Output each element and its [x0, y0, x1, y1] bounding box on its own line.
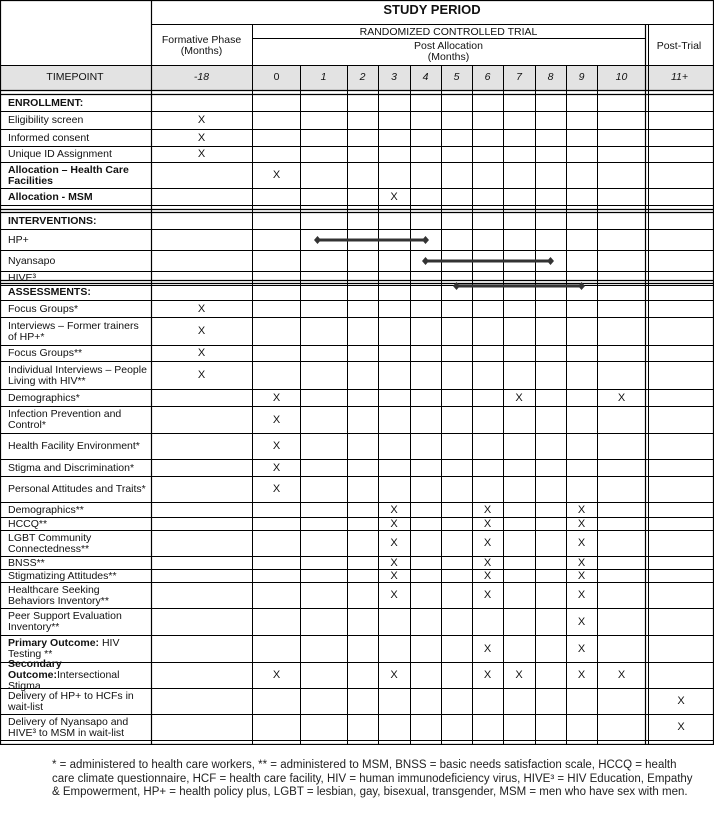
- row-label: HIVE³: [8, 272, 37, 284]
- row-label: Delivery of Nyansapo and HIVE³ to MSM in wait-list: [8, 715, 129, 739]
- schedule-mark: X: [617, 391, 626, 404]
- schedule-mark: X: [483, 642, 492, 655]
- schedule-mark: X: [197, 347, 206, 359]
- schedule-mark: X: [515, 391, 523, 404]
- row-label: Interviews – Former trainers of HP+*: [8, 319, 139, 343]
- footnote: * = administered to health care workers, ** = administered to MSM, BNSS = basic needs satisfaction scale, HCCQ = health care climate questionnaire, HCF = health care facility, HIV = human immunodeficiency virus, HIVE³ = HIV Education, Empathy & Empowerment, HP+ = health policy plus, LGBT = lesbian, gay, bisexual, transgender, MSM = men who have sex with men.: [52, 759, 693, 798]
- row-label: Healthcare Seeking Behaviors Inventory**: [8, 583, 109, 607]
- schedule-mark: X: [197, 114, 206, 126]
- timepoint-11-plus: 11+: [670, 71, 689, 83]
- timepoint-9: 9: [578, 71, 585, 83]
- schedule-mark: X: [197, 325, 206, 337]
- schedule-mark: X: [577, 517, 586, 530]
- row-label-bold: Primary Outcome:: [8, 637, 100, 649]
- timepoint-label: TIMEPOINT: [46, 71, 104, 83]
- schedule-mark: X: [677, 721, 685, 733]
- row-label: HCCQ**: [8, 517, 48, 530]
- intervention-span-endpoint: [422, 236, 429, 244]
- schedule-mark: X: [483, 669, 492, 681]
- schedule-mark: X: [272, 669, 281, 681]
- post-trial-header: Post-Trial: [656, 40, 702, 52]
- row-label: HP+: [8, 233, 29, 246]
- row-label: Informed consent: [8, 131, 90, 144]
- timepoint-minus-18: -18: [193, 71, 210, 83]
- section-title-enrollment: ENROLLMENT:: [8, 97, 84, 109]
- row-label: LGBT Community Connectedness**: [8, 531, 92, 555]
- schedule-mark: X: [390, 589, 398, 601]
- schedule-mark: X: [577, 589, 586, 601]
- schedule-mark: X: [483, 503, 492, 516]
- schedule-mark: X: [617, 669, 626, 681]
- schedule-mark: X: [577, 503, 586, 516]
- row-label: BNSS**: [8, 556, 45, 569]
- schedule-mark: X: [390, 669, 398, 681]
- section-title-interventions: INTERVENTIONS:: [8, 215, 97, 227]
- schedule-mark: X: [197, 302, 206, 315]
- timepoint-1: 1: [320, 71, 327, 83]
- row-label: [8, 658, 148, 692]
- row-label: Infection Prevention and Control*: [8, 408, 122, 431]
- timepoint-5: 5: [453, 71, 460, 83]
- formative-phase-unit: (Months): [180, 45, 223, 57]
- row-label: Health Facility Environment*: [8, 440, 140, 452]
- intervention-span-endpoint: [314, 236, 321, 244]
- timepoint-3: 3: [391, 71, 397, 83]
- section-title-assessments: ASSESSMENTS:: [8, 286, 91, 298]
- row-label: Demographics*: [8, 391, 80, 404]
- schedule-mark: X: [483, 569, 492, 582]
- schedule-mark: X: [197, 148, 206, 160]
- timepoint-0: 0: [273, 71, 280, 83]
- post-allocation-unit: (Months): [427, 51, 470, 63]
- timepoint-4: 4: [422, 71, 429, 83]
- schedule-mark: X: [483, 589, 492, 601]
- intervention-span-endpoint: [547, 257, 554, 265]
- row-label: Nyansapo: [8, 254, 56, 267]
- row-label: Focus Groups*: [8, 302, 79, 315]
- timepoint-2: 2: [359, 71, 366, 83]
- intervention-span-endpoint: [422, 257, 429, 265]
- schedule-mark: X: [390, 569, 398, 582]
- row-label-rest: HIV Testing **: [8, 637, 120, 660]
- formative-phase-header: Formative Phase: [161, 34, 242, 46]
- schedule-mark: X: [577, 537, 586, 549]
- row-label: Personal Attitudes and Traits*: [8, 483, 146, 495]
- row-label-bold: Secondary Outcome:: [8, 658, 62, 681]
- schedule-mark: X: [272, 483, 281, 495]
- row-label: Stigma and Discrimination*: [8, 461, 135, 474]
- timepoint-8: 8: [547, 71, 554, 83]
- schedule-mark: X: [272, 391, 281, 404]
- row-label-rest: Intersectional Stigma: [8, 669, 120, 692]
- timepoint-10: 10: [615, 71, 628, 83]
- row-label: Unique ID Assignment: [8, 148, 112, 160]
- schedule-mark: X: [197, 369, 206, 381]
- schedule-mark: X: [515, 669, 523, 681]
- row-label: Peer Support Evaluation Inventory**: [8, 610, 122, 633]
- schedule-mark: X: [577, 615, 586, 628]
- schedule-mark: X: [272, 461, 281, 474]
- schedule-mark: X: [272, 440, 281, 452]
- row-label: Allocation - MSM: [8, 190, 93, 203]
- schedule-mark: X: [577, 642, 586, 655]
- row-label: Individual Interviews – People Living with HIV**: [8, 363, 147, 387]
- schedule-mark: X: [272, 169, 281, 181]
- post-allocation-header: Post Allocation: [414, 40, 483, 52]
- schedule-mark: X: [577, 556, 586, 569]
- schedule-mark: X: [390, 556, 398, 569]
- row-label: Stigmatizing Attitudes**: [8, 569, 117, 582]
- schedule-mark: X: [577, 569, 586, 582]
- schedule-mark: X: [577, 669, 586, 681]
- schedule-mark: X: [677, 695, 685, 707]
- schedule-mark: X: [483, 537, 492, 549]
- schedule-mark: X: [272, 413, 281, 426]
- row-label: Allocation – Health Care Facilities: [8, 163, 129, 187]
- study-period-header: STUDY PERIOD: [383, 2, 481, 17]
- schedule-mark: X: [197, 131, 206, 144]
- schedule-mark: X: [390, 537, 398, 549]
- schedule-mark: X: [483, 556, 492, 569]
- row-label: Focus Groups**: [8, 347, 83, 359]
- row-label: Eligibility screen: [8, 114, 84, 126]
- rct-header: RANDOMIZED CONTROLLED TRIAL: [359, 26, 538, 38]
- schedule-mark: X: [390, 517, 398, 530]
- timepoint-6: 6: [484, 71, 491, 83]
- schedule-mark: X: [483, 517, 492, 530]
- schedule-mark: X: [390, 503, 398, 516]
- row-label: Delivery of HP+ to HCFs in wait-list: [8, 689, 134, 713]
- timepoint-7: 7: [516, 71, 522, 83]
- row-label: Demographics**: [8, 503, 84, 516]
- schedule-mark: X: [390, 190, 398, 203]
